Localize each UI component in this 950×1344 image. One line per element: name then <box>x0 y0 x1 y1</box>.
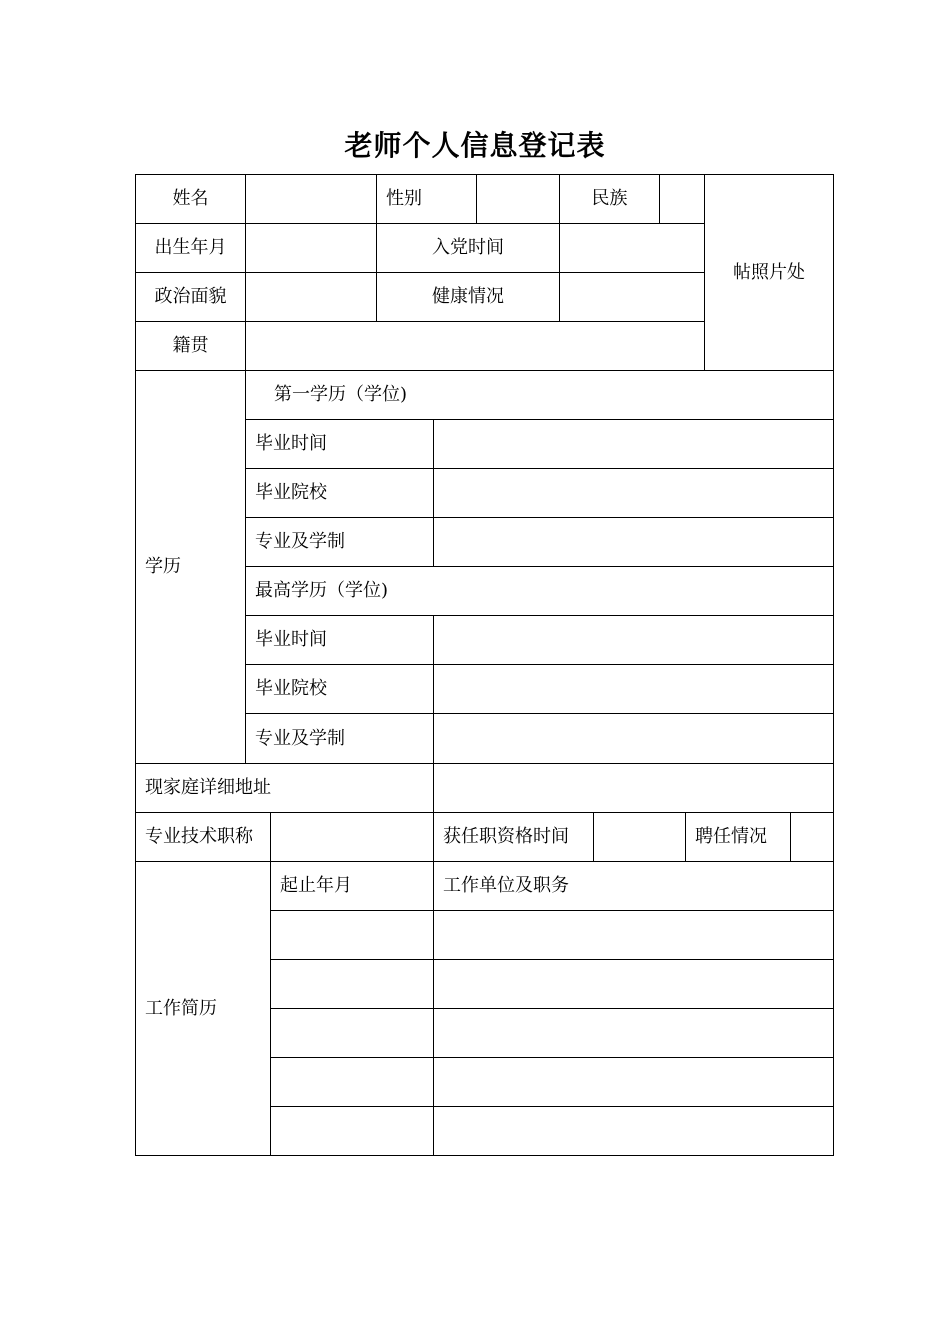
name-field[interactable] <box>245 174 377 224</box>
work-period-field[interactable] <box>270 959 434 1009</box>
first-school-label: 毕业院校 <box>245 468 434 518</box>
highest-school-field[interactable] <box>433 664 834 714</box>
first-grad-time-field[interactable] <box>433 419 834 469</box>
birth-label: 出生年月 <box>135 223 246 273</box>
first-degree-heading: 第一学历（学位) <box>245 370 834 420</box>
highest-grad-time-field[interactable] <box>433 615 834 665</box>
party-join-field[interactable] <box>559 223 705 273</box>
work-history-section-label: 工作简历 <box>135 861 271 1156</box>
work-period-header: 起止年月 <box>270 861 434 911</box>
work-unit-field[interactable] <box>433 1008 834 1058</box>
work-unit-header: 工作单位及职务 <box>433 861 834 911</box>
work-period-field[interactable] <box>270 1008 434 1058</box>
native-place-field[interactable] <box>245 321 705 371</box>
first-major-label: 专业及学制 <box>245 517 434 567</box>
political-field[interactable] <box>245 272 377 322</box>
party-join-label: 入党时间 <box>376 223 560 273</box>
work-period-field[interactable] <box>270 1106 434 1156</box>
address-field[interactable] <box>433 763 834 813</box>
professional-title-field[interactable] <box>270 812 434 862</box>
ethnicity-field[interactable] <box>659 174 705 224</box>
gender-field[interactable] <box>476 174 560 224</box>
work-unit-field[interactable] <box>433 1057 834 1107</box>
first-grad-time-label: 毕业时间 <box>245 419 434 469</box>
name-label: 姓名 <box>135 174 246 224</box>
first-major-field[interactable] <box>433 517 834 567</box>
birth-field[interactable] <box>245 223 377 273</box>
native-place-label: 籍贯 <box>135 321 246 371</box>
qualification-time-label: 获任职资格时间 <box>433 812 594 862</box>
work-period-field[interactable] <box>270 910 434 960</box>
gender-label: 性别 <box>376 174 477 224</box>
ethnicity-label: 民族 <box>559 174 660 224</box>
work-unit-field[interactable] <box>433 1106 834 1156</box>
health-field[interactable] <box>559 272 705 322</box>
qualification-time-field[interactable] <box>593 812 686 862</box>
form-title: 老师个人信息登记表 <box>344 129 606 162</box>
first-school-field[interactable] <box>433 468 834 518</box>
highest-major-label: 专业及学制 <box>245 713 434 764</box>
highest-grad-time-label: 毕业时间 <box>245 615 434 665</box>
highest-degree-heading: 最高学历（学位) <box>245 566 834 616</box>
highest-major-field[interactable] <box>433 713 834 764</box>
professional-title-label: 专业技术职称 <box>135 812 271 862</box>
highest-school-label: 毕业院校 <box>245 664 434 714</box>
appointment-field[interactable] <box>790 812 834 862</box>
health-label: 健康情况 <box>376 272 560 322</box>
work-unit-field[interactable] <box>433 959 834 1009</box>
address-label: 现家庭详细地址 <box>135 763 434 813</box>
appointment-label: 聘任情况 <box>685 812 791 862</box>
work-unit-field[interactable] <box>433 910 834 960</box>
work-period-field[interactable] <box>270 1057 434 1107</box>
education-section-label: 学历 <box>135 370 246 764</box>
political-label: 政治面貌 <box>135 272 246 322</box>
photo-area[interactable]: 帖照片处 <box>704 174 834 371</box>
